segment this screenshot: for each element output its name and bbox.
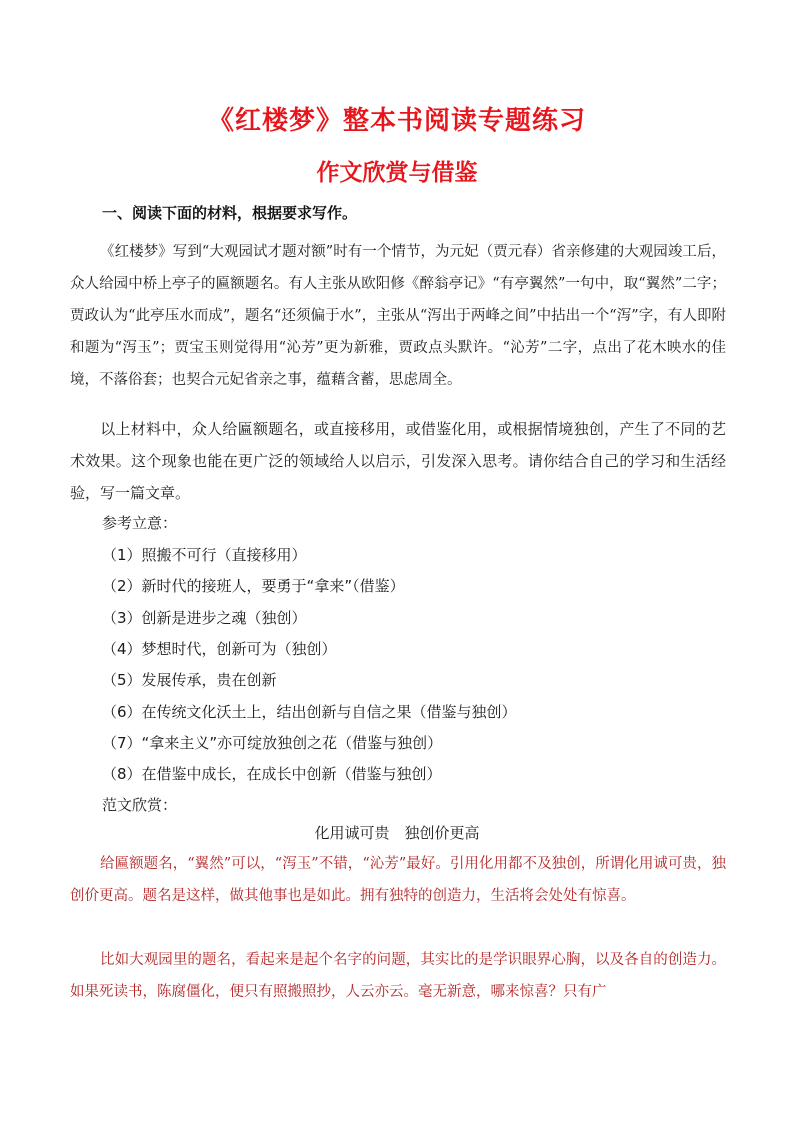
- essay-paragraph-1: [70, 848, 726, 912]
- document-title: 《红楼梦》整本书阅读专题练习: [207, 106, 586, 136]
- essay-title: 化用诚可贵 独创价更高: [314, 824, 480, 842]
- idea-item: （7）“拿来主义”亦可绽放独创之花（借鉴与独创）: [102, 734, 443, 752]
- idea-item: （5）发展传承，贵在创新: [102, 671, 277, 689]
- essay-paragraph-2: [70, 944, 726, 1008]
- prompt-paragraph: [70, 413, 726, 509]
- essay-text: 给匾额题名，“翼然”可以，“泻玉”不错，“沁芳”最好。引用化用都不及独创，所谓化用诚可贵，独创价更高。题名是这样，做其他事也是如此。拥有独特的创造力，生活将会处处有惊喜。: [70, 856, 726, 904]
- reference-label: 参考立意：: [102, 514, 178, 532]
- question-heading: 一、阅读下面的材料，根据要求写作。: [102, 204, 358, 222]
- idea-item: （4）梦想时代，创新可为（独创）: [102, 640, 337, 658]
- idea-item: （3）创新是进步之魂（独创）: [102, 609, 307, 627]
- material-text: 《红楼梦》写到“大观园试才题对额”时有一个情节，为元妃（贾元春）省亲修建的大观园竣工后，众人给园中桥上亭子的匾额题名。有人主张从欧阳修《醉翁亭记》“有亭翼然”一句中，取“翼然”二字；贾政认为“此亭压水而成”，题名“还须偏于水”，主张从“泻出于两峰之间”中拈出一个“泻”字，有人即附和题为“泻玉”；贾宝玉则觉得用“沁芳”更为新雅，贾政点头默许。“沁芳”二字，点出了花木映水的佳境，不落俗套；也契合元妃省亲之事，蕴藉含蓄，思虑周全。: [70, 244, 726, 388]
- idea-item: （8）在借鉴中成长，在成长中创新（借鉴与独创）: [102, 765, 442, 783]
- idea-item: （6）在传统文化沃土上，结出创新与自信之果（借鉴与独创）: [102, 703, 517, 721]
- material-paragraph: [70, 236, 726, 396]
- prompt-text: 以上材料中，众人给匾额题名，或直接移用，或借鉴化用，或根据情境独创，产生了不同的艺术效果。这个现象也能在更广泛的领域给人以启示，引发深入思考。请你结合自己的学习和生活经验，写一篇文章。: [70, 420, 726, 502]
- idea-item: （2）新时代的接班人，要勇于“拿来”（借鉴）: [102, 577, 405, 595]
- sample-label: 范文欣赏：: [102, 796, 178, 814]
- idea-item: （1）照搬不可行（直接移用）: [102, 546, 307, 564]
- essay-text: 比如大观园里的题名，看起来是起个名字的问题，其实比的是学识眼界心胸，以及各自的创造力。如果死读书，陈腐僵化，便只有照搬照抄，人云亦云。毫无新意，哪来惊喜？只有广: [70, 952, 726, 1000]
- document-subtitle: 作文欣赏与借鉴: [316, 160, 478, 186]
